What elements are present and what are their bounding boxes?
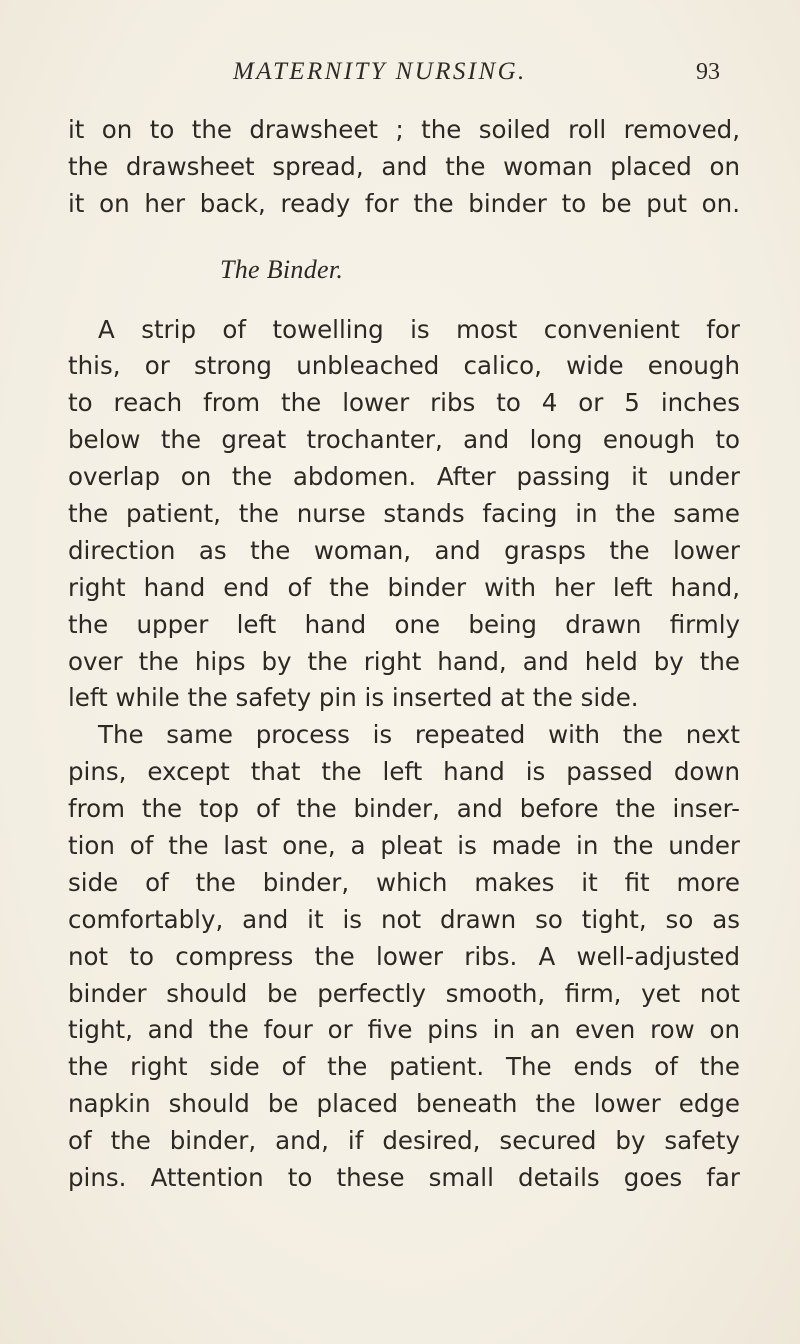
text-line: the right side of the patient. The ends of the [68, 1052, 740, 1082]
section-heading: The Binder. [220, 254, 344, 284]
text-line: to reach from the lower ribs to 4 or 5 inches [68, 388, 740, 418]
text-line: binder should be perfectly smooth, firm, yet not [68, 978, 740, 1008]
text-line: this, or strong unbleached calico, wide enough [68, 351, 740, 381]
text-line: comfortably, and it is not drawn so tight, so as [68, 904, 740, 934]
running-head: MATERNITY NURSING. [233, 58, 527, 85]
text-line: tion of the last one, a pleat is made in the under [68, 831, 740, 861]
text-line: napkin should be placed beneath the lower edge [68, 1089, 740, 1119]
text-line: overlap on the abdomen. After passing it under [68, 462, 740, 492]
text-line: A strip of towelling is most convenient for [98, 314, 740, 344]
text-line: the upper left hand one being drawn firmly [68, 609, 740, 639]
text-line: left while the safety pin is inserted at the side. [68, 683, 639, 713]
text-line: tight, and the four or five pins in an even row on [68, 1015, 740, 1045]
text-line: pins, except that the left hand is passed down [68, 757, 740, 787]
text-line: the patient, the nurse stands facing in the same [68, 499, 740, 529]
page-number: 93 [696, 59, 720, 85]
text-line: pins. Attention to these small details goes far [68, 1163, 740, 1193]
text-line: it on her back, ready for the binder to be put on. [68, 188, 740, 218]
paragraph-binder-material [68, 312, 740, 718]
text-line: direction as the woman, and grasps the lower [68, 535, 740, 565]
text-line: it on to the drawsheet ; the soiled roll removed, [68, 115, 740, 144]
paragraph-pinning [68, 717, 740, 1197]
text-line: over the hips by the right hand, and held by the [68, 646, 740, 676]
text-line: below the great trochanter, and long enough to [68, 425, 740, 455]
text-line: from the top of the binder, and before the inser- [68, 794, 740, 824]
page-body [68, 112, 740, 1197]
text-line: of the binder, and, if desired, secured by safety [68, 1126, 740, 1156]
text-line: side of the binder, which makes it fit more [68, 867, 740, 897]
text-line: right hand end of the binder with her left hand, [68, 572, 740, 602]
text-line: not to compress the lower ribs. A well-adjusted [68, 941, 740, 971]
text-line: The same process is repeated with the next [98, 720, 740, 750]
text-line: the drawsheet spread, and the woman placed on [68, 151, 740, 181]
paragraph-continuation [68, 112, 740, 223]
